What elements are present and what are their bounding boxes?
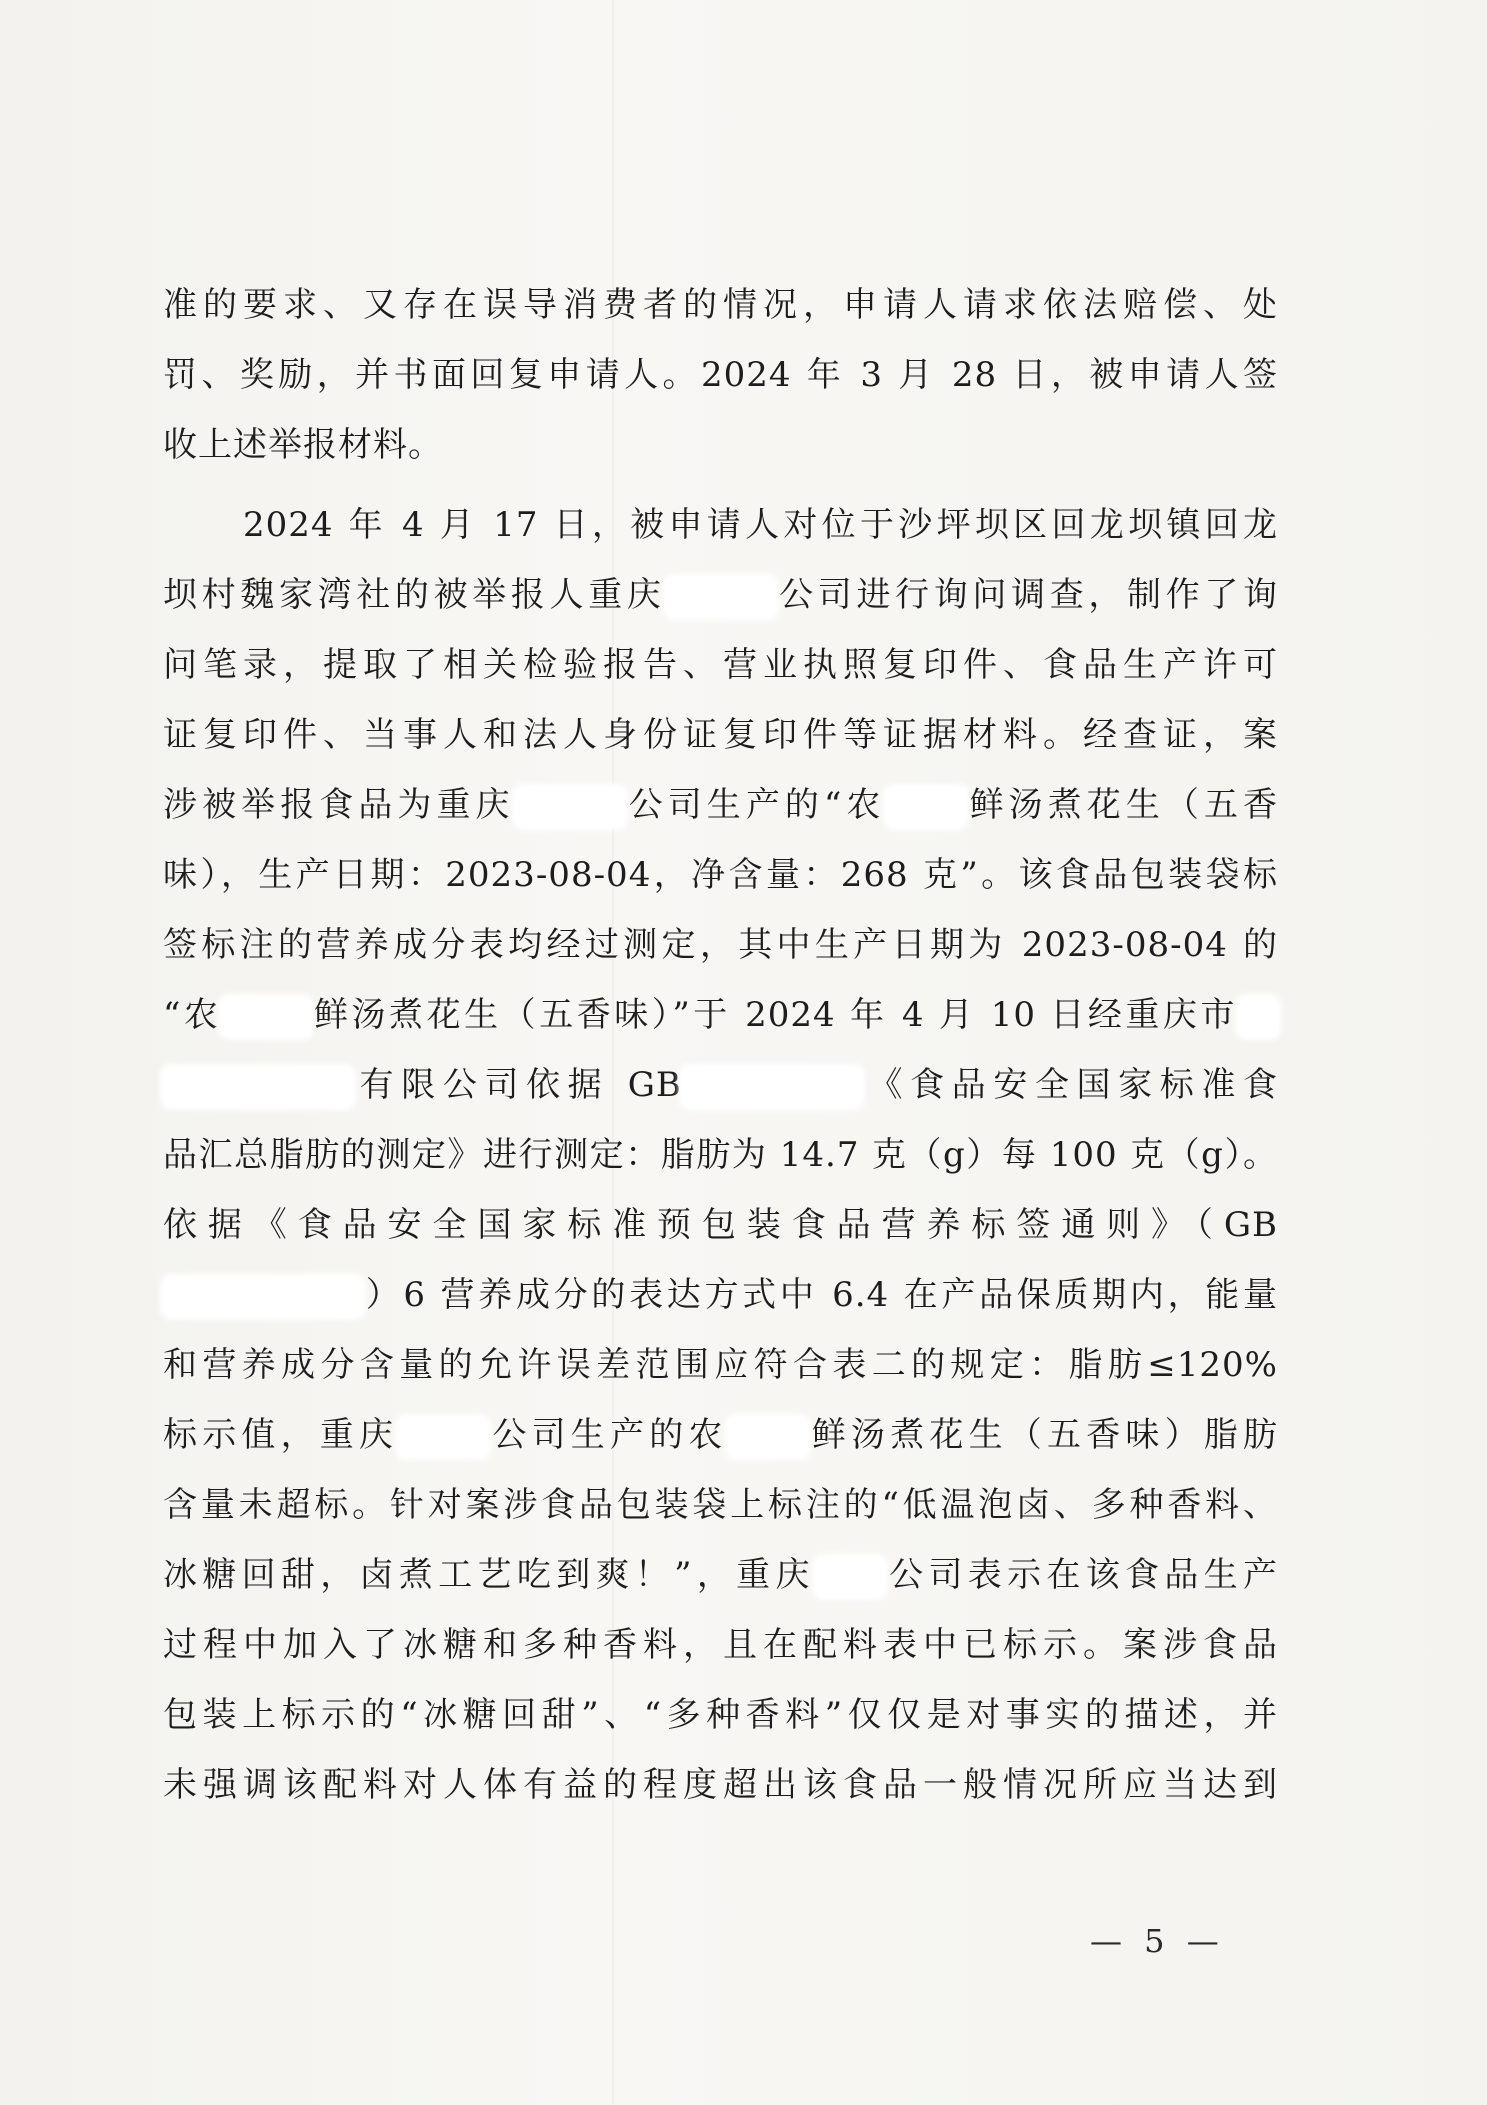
redaction-mark	[666, 577, 776, 617]
text-line	[163, 1610, 1278, 1680]
text-run: 含量未超标。针对案涉食品包装袋上标注的“低温泡卤、多种香料、	[163, 1485, 1278, 1525]
text-line	[163, 700, 1278, 770]
text-run: 公司表示在该食品生产	[884, 1555, 1279, 1595]
text-line	[163, 1330, 1278, 1400]
text-line	[163, 840, 1278, 910]
text-run: 签标注的营养成分表均经过测定，其中生产日期为 2023-08-04 的	[163, 925, 1278, 965]
text-run: 准的要求、又存在误导消费者的情况，申请人请求依法赔偿、处	[163, 285, 1278, 325]
text-run: 品汇总脂肪的测定》进行测定：脂肪为 14.7 克（g）每 100 克（g）。	[163, 1135, 1278, 1175]
text-run: 和营养成分含量的允许误差范围应符合表二的规定：脂肪≤120%	[163, 1345, 1278, 1385]
text-run: 鲜汤煮花生（五香味）脂肪	[807, 1415, 1279, 1455]
text-line	[163, 770, 1278, 840]
redaction-mark	[886, 787, 966, 827]
redaction-mark	[221, 997, 311, 1037]
text-run: 公司生产的农	[488, 1415, 728, 1455]
text-line	[163, 270, 1278, 340]
text-run: 冰糖回甜，卤煮工艺吃到爽！”，重庆	[163, 1555, 815, 1595]
text-run: 过程中加入了冰糖和多种香料，且在配料表中已标示。案涉食品	[163, 1625, 1278, 1665]
text-line	[163, 560, 1278, 630]
text-line	[163, 490, 1278, 560]
text-run: 鲜汤煮花生（五香	[965, 785, 1279, 825]
redaction-mark	[163, 1067, 353, 1107]
text-line	[163, 1120, 1278, 1190]
text-line	[163, 630, 1278, 700]
text-line	[163, 1470, 1278, 1540]
text-line	[163, 1750, 1278, 1820]
document-body	[163, 270, 1278, 1820]
text-line	[163, 1260, 1278, 1330]
text-line	[163, 1190, 1278, 1260]
text-line	[163, 410, 1278, 480]
text-line	[163, 1050, 1278, 1120]
text-run: “农	[163, 995, 222, 1035]
text-line	[163, 1680, 1278, 1750]
redaction-mark	[1238, 997, 1278, 1037]
text-run: 未强调该配料对人体有益的程度超出该食品一般情况所应当达到	[163, 1765, 1278, 1805]
text-line	[163, 1540, 1278, 1610]
text-line	[163, 910, 1278, 980]
page-number: — 5 —	[1090, 1922, 1225, 1960]
text-run: 坝村魏家湾社的被举报人重庆	[163, 575, 666, 615]
text-run: 依据《食品安全国家标准预包装食品营养标签通则》（GB	[163, 1205, 1278, 1245]
text-line	[163, 980, 1278, 1050]
redaction-mark	[398, 1417, 488, 1457]
text-line	[163, 1400, 1278, 1470]
redaction-mark	[515, 787, 625, 827]
text-run: 鲜汤煮花生（五香味）”于 2024 年 4 月 10 日经重庆市	[311, 995, 1238, 1035]
text-run: 收上述举报材料。	[163, 425, 443, 465]
text-run: 标示值，重庆	[163, 1415, 399, 1455]
text-run: 证复印件、当事人和法人身份证复印件等证据材料。经查证，案	[163, 715, 1278, 755]
redaction-mark	[728, 1417, 808, 1457]
text-run: 罚、奖励，并书面回复申请人。2024 年 3 月 28 日，被申请人签	[163, 355, 1278, 395]
text-line	[163, 340, 1278, 410]
text-run: 涉被举报食品为重庆	[163, 785, 515, 825]
text-run: ）6 营养成分的表达方式中 6.4 在产品保质期内，能量	[363, 1275, 1278, 1315]
text-run: 问笔录，提取了相关检验报告、营业执照复印件、食品生产许可	[163, 645, 1278, 685]
redaction-mark	[682, 1067, 862, 1107]
text-run: 公司进行询问调查，制作了询	[775, 575, 1278, 615]
text-run: 味），生产日期：2023-08-04，净含量：268 克”。该食品包装袋标	[163, 855, 1278, 895]
text-run: 公司生产的“农	[624, 785, 886, 825]
text-run: 有限公司依据 GB	[353, 1065, 682, 1105]
text-run: 2024 年 4 月 17 日，被申请人对位于沙坪坝区回龙坝镇回龙	[243, 505, 1278, 545]
redaction-mark	[815, 1557, 885, 1597]
text-run: 包装上标示的“冰糖回甜”、“多种香料”仅仅是对事实的描述，并	[163, 1695, 1278, 1735]
text-run: 《食品安全国家标准食	[861, 1065, 1279, 1105]
redaction-mark	[163, 1277, 363, 1317]
